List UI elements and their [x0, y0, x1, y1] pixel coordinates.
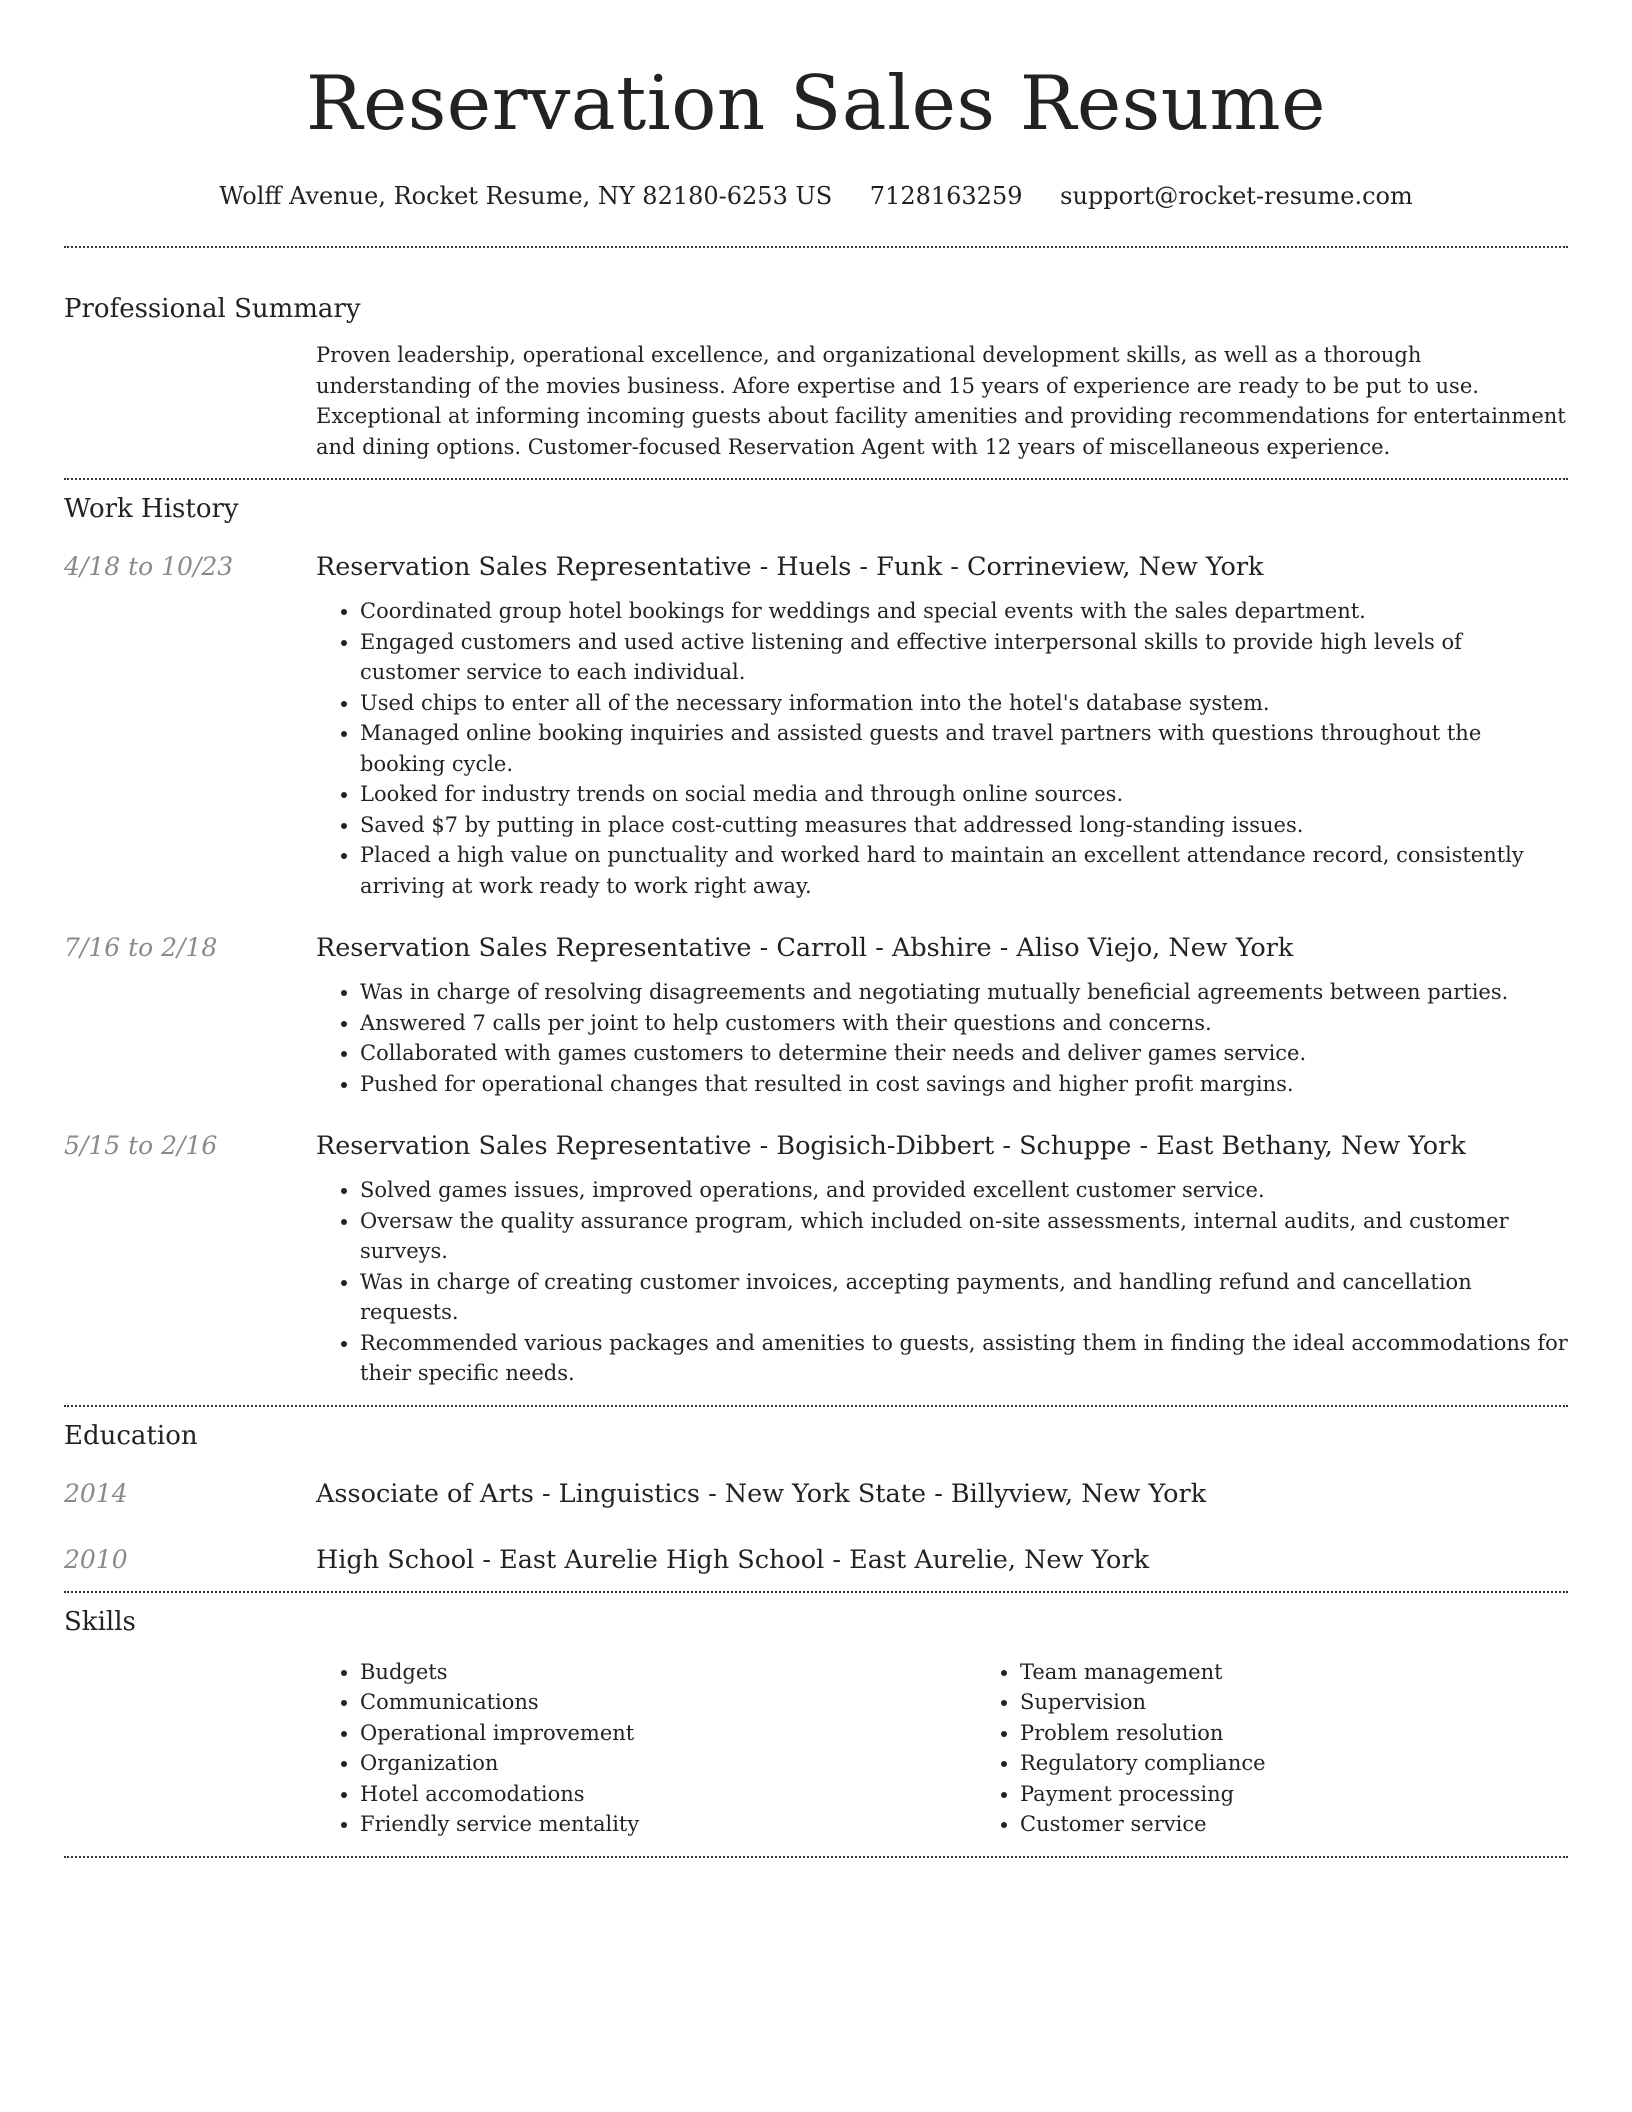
skills-grid — [316, 1657, 1568, 1840]
job-entry — [64, 1129, 1568, 1389]
job-bullets — [316, 1175, 1568, 1389]
job-bullets — [316, 977, 1568, 1099]
job-bullet: • Oversaw the quality assurance program, which included on-site assessments, internal audits, and customer surveys. — [360, 1206, 1568, 1267]
skills-list-left — [316, 1657, 976, 1840]
summary-text: Proven leadership, operational excellence, and organizational development skills, as well as a thorough understanding of the movies business. Afore expertise and 15 years of experience are ready to be put to use. Exceptional at informing incoming guests about facility amenities and providing recommendations for entertainment and dining options. Customer-focused Reservation Agent with 12 years of miscellaneous experience. — [316, 343, 1566, 459]
job-bullet: • Saved $7 by putting in place cost-cutting measures that addressed long-standing issues. — [360, 810, 1568, 841]
job-entry — [64, 550, 1568, 901]
job-bullet: • Coordinated group hotel bookings for weddings and special events with the sales department. — [360, 596, 1568, 627]
job-bullet: • Pushed for operational changes that resulted in cost savings and higher profit margins. — [360, 1069, 1568, 1100]
education-year: 2014 — [64, 1478, 128, 1508]
summary-heading: Professional Summary — [64, 294, 361, 324]
education-year: 2010 — [64, 1544, 128, 1574]
work-heading: Work History — [64, 494, 239, 524]
education-degree: Associate of Arts - Linguistics - New York State - Billyview, New York — [316, 1478, 1207, 1509]
job-bullet: • Used chips to enter all of the necessary information into the hotel's database system. — [360, 688, 1568, 719]
skill-item: • Organization — [360, 1748, 976, 1779]
job-bullet: • Solved games issues, improved operations, and provided excellent customer service. — [360, 1175, 1568, 1206]
summary-section — [64, 292, 1568, 462]
skills-section — [64, 1605, 1568, 1840]
skills-heading: Skills — [64, 1606, 136, 1637]
job-bullet: • Engaged customers and used active listening and effective interpersonal skills to provide high levels of customer service to each individual. — [360, 627, 1568, 688]
section-divider — [64, 1591, 1568, 1593]
job-title: Reservation Sales Representative - Carroll - Abshire - Aliso Viejo, New York — [316, 933, 1294, 963]
skill-item: • Problem resolution — [1020, 1718, 1568, 1749]
job-bullet: • Placed a high value on punctuality and worked hard to maintain an excellent attendance record, consistently arriving at work ready to work right away. — [360, 840, 1568, 901]
contact-line — [64, 180, 1568, 212]
education-section — [64, 1419, 1568, 1577]
skills-list-right — [976, 1657, 1568, 1840]
job-bullet: • Looked for industry trends on social media and through online sources. — [360, 779, 1568, 810]
contact-address: Wolff Avenue, Rocket Resume, NY 82180-6253 US — [219, 182, 833, 210]
skill-item: • Friendly service mentality — [360, 1809, 976, 1840]
job-bullet: • Answered 7 calls per joint to help customers with their questions and concerns. — [360, 1008, 1568, 1039]
job-bullet: • Was in charge of resolving disagreements and negotiating mutually beneficial agreements between parties. — [360, 977, 1568, 1008]
skill-item: • Budgets — [360, 1657, 976, 1688]
education-heading: Education — [64, 1420, 198, 1451]
section-divider — [64, 246, 1568, 248]
job-bullet: • Recommended various packages and amenities to guests, assisting them in finding the ideal accommodations for their specific needs. — [360, 1328, 1568, 1389]
work-section — [64, 492, 1568, 1389]
job-bullet: • Managed online booking inquiries and assisted guests and travel partners with questions throughout the booking cycle. — [360, 718, 1568, 779]
job-title: Reservation Sales Representative - Bogisich-Dibbert - Schuppe - East Bethany, New York — [316, 1131, 1466, 1161]
job-entry — [64, 931, 1568, 1099]
job-dates: 7/16 to 2/18 — [64, 933, 218, 962]
resume-title: Reservation Sales Resume — [305, 59, 1327, 147]
skill-item: • Regulatory compliance — [1020, 1748, 1568, 1779]
skill-item: • Team management — [1020, 1657, 1568, 1688]
education-degree: High School - East Aurelie High School - East Aurelie, New York — [316, 1544, 1150, 1575]
section-divider — [64, 1405, 1568, 1407]
skill-item: • Payment processing — [1020, 1779, 1568, 1810]
skill-item: • Hotel accomodations — [360, 1779, 976, 1810]
skill-item: • Customer service — [1020, 1809, 1568, 1840]
skill-item: • Supervision — [1020, 1687, 1568, 1718]
job-title: Reservation Sales Representative - Huels - Funk - Corrineview, New York — [316, 552, 1264, 582]
job-bullet: • Collaborated with games customers to determine their needs and deliver games service. — [360, 1038, 1568, 1069]
contact-email: support@rocket-resume.com — [1060, 182, 1413, 210]
job-dates: 4/18 to 10/23 — [64, 552, 234, 581]
education-entry — [64, 1477, 1568, 1511]
skill-item: • Communications — [360, 1687, 976, 1718]
job-bullets — [316, 596, 1568, 901]
section-divider — [64, 478, 1568, 480]
job-dates: 5/15 to 2/16 — [64, 1131, 218, 1160]
job-bullet: • Was in charge of creating customer invoices, accepting payments, and handling refund and cancellation requests. — [360, 1267, 1568, 1328]
contact-phone: 7128163259 — [869, 182, 1023, 210]
skill-item: • Operational improvement — [360, 1718, 976, 1749]
education-entry — [64, 1543, 1568, 1577]
section-divider — [64, 1856, 1568, 1858]
